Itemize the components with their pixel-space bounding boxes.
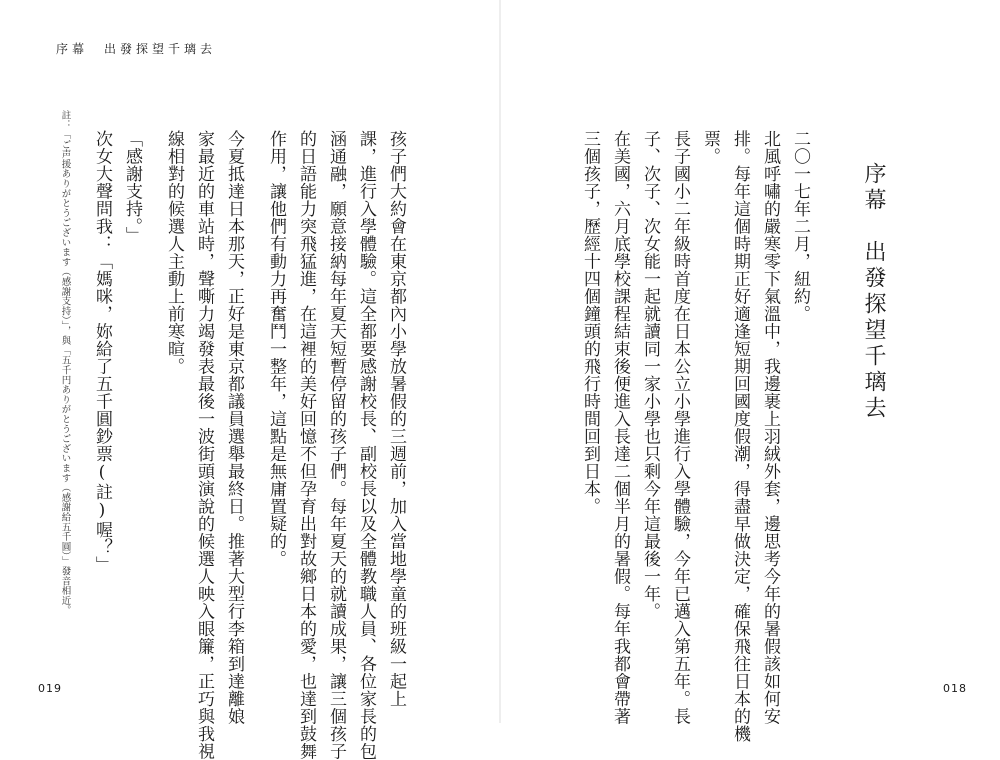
text-column: 排。每年這個時期正好適逢短期回國度假潮，得盡早做決定，確保飛往日本的機 (730, 130, 750, 743)
page-gutter (499, 0, 501, 723)
text-column: 家最近的車站時，聲嘶力竭發表最後一波街頭演說的候選人映入眼簾，正巧與我視 (194, 130, 214, 760)
text-column: 課，進行入學體驗。這全都要感謝校長、副校長以及全體教職人員、各位家長的包 (356, 130, 376, 760)
text-column: 票。 (700, 130, 720, 165)
footnote: 註：「ご声援ありがとうございます（感謝支持）」，與「五千円ありがとうございます（感謝給五千圓）」發音相近。 (59, 110, 71, 616)
text-column: 三個孩子，歷經十四個鐘頭的飛行時間回到日本。 (580, 130, 600, 515)
page-number-left: 019 (38, 682, 62, 695)
text-column: 北風呼嘯的嚴寒零下氣溫中，我邊裹上羽絨外套，邊思考今年的暑假該如何安 (760, 130, 780, 725)
text-column: 長子國小二年級時首度在日本公立小學進行入學體驗，今年已邁入第五年。長 (670, 130, 690, 725)
text-column: 今夏抵達日本那天，正好是東京都議員選舉最終日。推著大型行李箱到達離娘 (224, 130, 244, 725)
text-column: 次女大聲問我：「媽咪，妳給了五千圓鈔票(註)喔？」 (92, 130, 112, 574)
text-column: 在美國，六月底學校課程結束後便進入長達二個半月的暑假。每年我都會帶著 (610, 130, 630, 725)
text-column: 二〇一七年二月，紐約。 (790, 130, 810, 323)
chapter-title: 序幕 出發探望千璃去 (861, 162, 886, 422)
page-number-right: 018 (943, 682, 967, 695)
text-column: 「感謝支持。」 (122, 130, 142, 244)
text-column: 作用，讓他們有動力再奮鬥一整年，這點是無庸置疑的。 (266, 130, 286, 568)
text-column: 孩子們大約會在東京都內小學放暑假的三週前，加入當地學童的班級一起上 (386, 130, 406, 708)
text-column: 涵通融，願意接納每年夏天短暫停留的孩子們。每年夏天的就讀成果，讓三個孩子 (326, 130, 346, 760)
text-column: 子、次子、次女能一起就讀同一家小學也只剩今年這最後一年。 (640, 130, 660, 620)
text-column: 線相對的候選人主動上前寒暄。 (164, 130, 184, 375)
running-head: 序幕 出發探望千璃去 (56, 42, 217, 56)
text-column: 的日語能力突飛猛進，在這裡的美好回憶不但孕育出對故鄉日本的愛，也達到鼓舞 (296, 130, 316, 760)
